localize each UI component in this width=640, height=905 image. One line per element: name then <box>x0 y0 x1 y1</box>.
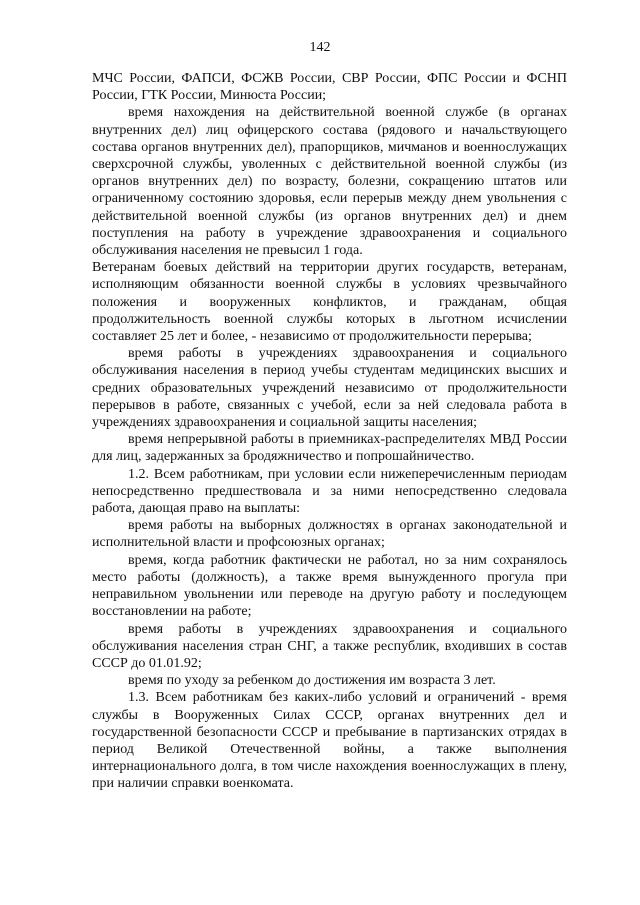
paragraph: время, когда работник фактически не работал, но за ним сохранялось место работы (должность), а также время вынужденного прогула при неправильном увольнении или переводе на другую работу и последующем восстановлении на работе; <box>92 552 567 620</box>
paragraph: время нахождения на действительной военной службе (в органах внутренних дел) лиц офицерского состава (рядового и начальствующего состава органов внутренних дел), прапорщиков, мичманов и военнослужащих сверхсрочной службы, уволенных с действительной военной службы (из органов внутренних дел) по возрасту, болезни, сокращению штатов или ограниченному состоянию здоровья, если перерыв между днем увольнения с действительной военной службы (из органов внутренних дел) и днем поступления на работу в учреждение здравоохранения и социального обслуживания населения не превысил 1 года. <box>92 105 567 259</box>
paragraph: время работы на выборных должностях в органах законодательной и исполнительной власти и профсоюзных органах; <box>92 518 567 551</box>
paragraph: время непрерывной работы в приемниках-распределителях МВД России для лиц, задержанных за бродяжничество и попрошайничество. <box>92 432 567 465</box>
paragraph: 1.2. Всем работникам, при условии если нижеперечисленным периодам непосредственно предшествовала и за ними непосредственно следовала работа, дающая право на выплаты: <box>92 466 567 517</box>
paragraph: время работы в учреждениях здравоохранения и социального обслуживания населения в период учебы студентам медицинских высших и средних образовательных учреждений независимо от продолжительности перерывов в работе, связанных с учебой, если за ней следовала работа в учреждениях здравоохранения и социальной защиты населения; <box>92 346 567 431</box>
page-number: 142 <box>309 40 331 55</box>
paragraph: время по уходу за ребенком до достижения им возраста 3 лет. <box>128 673 496 689</box>
paragraph: 1.3. Всем работникам без каких-либо условий и ограничений - время службы в Вооруженных Силах СССР, органах внутренних дел и государственной безопасности СССР и пребывание в партизанских отрядах в период Великой Отечественной войны, а также выполнения интернационального долга, в том числе нахождения военнослужащих в плену, при наличии справки военкомата. <box>92 690 567 792</box>
paragraph: Ветеранам боевых действий на территории других государств, ветеранам, исполняющим обязанности военной службы в условиях чрезвычайного положения и вооруженных конфликтов, и гражданам, общая продолжительность военной службы которых в льготном исчислении составляет 25 лет и более, - независимо от продолжительности перерыва; <box>92 260 567 345</box>
paragraph: МЧС России, ФАПСИ, ФСЖВ России, СВР России, ФПС России и ФСНП России, ГТК России, Минюста России; <box>92 71 567 104</box>
document-body <box>92 70 567 793</box>
paragraph: время работы в учреждениях здравоохранения и социального обслуживания населения стран СНГ, а также республик, входивших в состав СССР до 01.01.92; <box>92 621 567 671</box>
